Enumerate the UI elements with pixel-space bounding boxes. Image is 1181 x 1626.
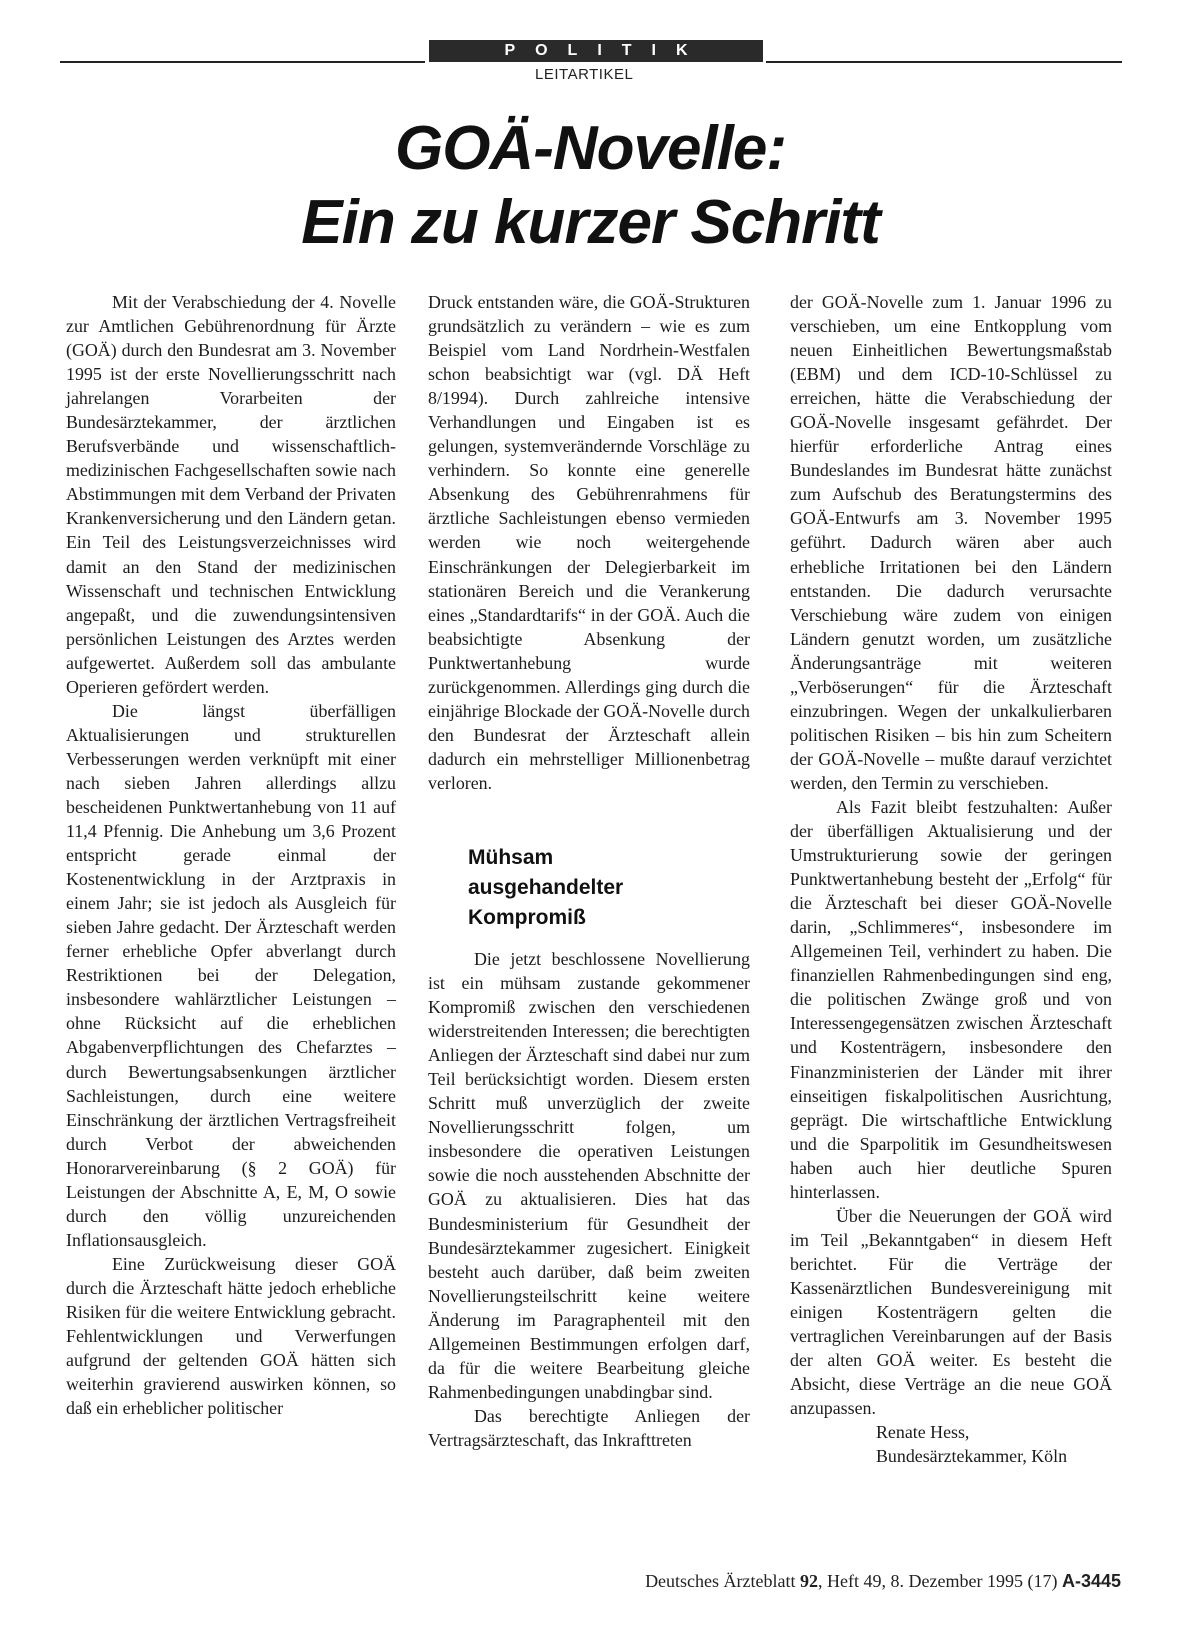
issue-info: , Heft 49, 8. Dezember 1995 (17) (818, 1571, 1058, 1591)
page-footer (573, 1571, 1121, 1592)
subheading-line-3: Kompromiß (468, 905, 586, 929)
subheading (468, 843, 750, 933)
paragraph: Das berechtigte Anliegen der Vertragsärzteschaft, das Inkrafttreten (428, 1405, 750, 1450)
paragraph: Als Fazit bleibt festzuhalten: Außer der überfälligen Aktualisierung und der Umstrukturierung sowie der geringen Punktwertanhebung besteht der „Erfolg“ für die Ärzteschaft bei dieser GOÄ-Novelle darin, „Schlimmeres“, insbesondere im Allgemeinen Teil, verhindert zu haben. Die finanziellen Rahmenbedingungen sind eng, die politischen Zwänge groß und von Interessengegensätzen zwischen Ärzteschaft und Kostenträgern, insbesondere den Finanzministerien der Länder mit ihrer einseitigen fiskalpolitischen Ausrichtung, geprägt. Die wirtschaftliche Entwicklung und die Sparpolitik im Gesundheitswesen haben auch hier deutliche Spuren hinterlassen. (790, 796, 1112, 1202)
headline-line-2: Ein zu kurzer Schritt (301, 188, 880, 257)
author-name: Renate Hess, (876, 1422, 970, 1443)
kicker-label: LEITARTIKEL (535, 66, 634, 83)
page-number: A-3445 (1061, 1571, 1121, 1591)
paragraph: Die jetzt beschlossene Novellierung ist ein mühsam zustande gekommener Kompromiß zwischen den verschiedenen widerstreitenden Interessen; die berechtigten Anliegen der Ärzteschaft sind dabei nur zum Teil berücksichtigt worden. Diesem ersten Schritt muß unverzüglich der zweite Novellierungsschritt folgen, um insbesondere die operativen Leistungen sowie die noch ausstehenden Abschnitte der GOÄ zu aktualisieren. Dies hat das Bundesministerium für Gesundheit der Bundesärztekammer zugesichert. Einigkeit besteht auch darüber, daß beim zweiten Novellierungsteilschritt keine weitere Änderung im Paragraphenteil mit den Allgemeinen Bestimmungen erfolgen darf, da für die weitere Bearbeitung gleiche Rahmenbedingungen unabdingbar sind. (428, 948, 750, 1402)
subheading-line-1: Mühsam (468, 845, 554, 869)
volume-number: 92 (800, 1571, 819, 1591)
headline (0, 112, 1181, 260)
article-column-3 (790, 290, 1112, 1468)
top-rule-left (60, 61, 425, 63)
article-column-1 (66, 290, 396, 1420)
paragraph: Mit der Verabschiedung der 4. Novelle zur Amtlichen Gebührenordnung für Ärzte (GOÄ) durch den Bundesrat am 3. November 1995 ist der erste Novellierungsschritt nach jahrelangen Vorarbeiten der Bundesärztekammer, der ärztlichen Berufsverbände und wissenschaftlich-medizinischen Fachgesellschaften sowie nach Abstimmungen mit dem Verband der Privaten Krankenversicherung und den Ländern getan. Ein Teil des Leistungsverzeichnisses wird damit an den Stand der medizinischen Wissenschaft und technischen Entwicklung angepaßt, und die zuwendungsintensiven persönlichen Leistungen des Arztes werden aufgewertet. Außerdem soll das ambulante Operieren gefördert werden. (66, 292, 396, 697)
article-column-2 (428, 290, 750, 1452)
paragraph: der GOÄ-Novelle zum 1. Januar 1996 zu verschieben, um eine Entkopplung vom neuen Einheitlichen Bewertungsmaßstab (EBM) und dem ICD-10-Schlüssel zu erreichen, hätte die Verabschiedung der GOÄ-Novelle insgesamt gefährdet. Der hierfür erforderliche Antrag eines Bundeslandes im Bundesrat hätte zunächst zum Aufschub des Beratungstermins des GOÄ-Entwurfs am 3. November 1995 geführt. Dadurch wären aber auch erhebliche Irritationen bei den Ländern entstanden. Die dadurch verursachte Verschiebung wäre zudem von einigen Ländern genutzt worden, um zusätzliche Änderungsanträge mit weiteren „Verböserungen“ für die Ärzteschaft einzubringen. Wegen der unkalkulierbaren politischen Risiken – bis hin zum Scheitern der GOÄ-Novelle – mußte darauf verzichtet werden, den Termin zu verschieben. (790, 292, 1112, 793)
paragraph: Über die Neuerungen der GOÄ wird im Teil „Bekanntgaben“ in diesem Heft berichtet. Für die Verträge der Kassenärztlichen Bundesvereinigung mit einigen Kostenträgern gelten die vertraglichen Vereinbarungen auf der Basis der alten GOÄ weiter. Es besteht die Absicht, diese Verträge an die neue GOÄ anzupassen. (790, 1205, 1112, 1419)
author-organization: Bundesärztekammer, Köln (876, 1446, 1068, 1467)
top-rule-right (766, 61, 1122, 63)
journal-name: Deutsches Ärzteblatt (645, 1571, 796, 1591)
section-label: POLITIK (429, 40, 763, 62)
headline-line-1: GOÄ-Novelle: (394, 114, 787, 183)
paragraph: Druck entstanden wäre, die GOÄ-Strukturen grundsätzlich zu verändern – wie es zum Beispiel vom Land Nordrhein-Westfalen schon beabsichtigt war (vgl. DÄ Heft 8/1994). Durch zahlreiche intensive Verhandlungen und Eingaben ist es gelungen, systemverändernde Vorschläge zu verhindern. So konnte eine generelle Absenkung des Gebührenrahmens für ärztliche Sachleistungen ebenso vermieden werden wie noch weitergehende Einschränkungen der Delegierbarkeit im stationären Bereich und die Verankerung eines „Standardtarifs“ in der GOÄ. Auch die beabsichtigte Absenkung der Punktwertanhebung wurde zurückgenommen. Allerdings ging durch die einjährige Blockade der GOÄ-Novelle durch den Bundesrat der Ärzteschaft allein dadurch ein mehrstelliger Millionenbetrag verloren. (428, 292, 750, 793)
subheading-line-2: ausgehandelter (468, 875, 624, 899)
paragraph: Eine Zurückweisung dieser GOÄ durch die Ärzteschaft hätte jedoch erhebliche Risiken für die weitere Entwicklung gebracht. Fehlentwicklungen und Verwerfungen aufgrund der geltenden GOÄ hätten sich weiterhin gravierend auswirken können, so daß ein erheblicher politischer (66, 1253, 396, 1419)
paragraph: Die längst überfälligen Aktualisierungen und strukturellen Verbesserungen werden verknüpft mit einer nach sieben Jahren allerdings allzu bescheidenen Punktwertanhebung von 11 auf 11,4 Pfennig. Die Anhebung um 3,6 Prozent entspricht gerade einmal der Kostenentwicklung in der Arztpraxis in einem Jahr; sie ist jedoch als Ausgleich für sieben Jahre gedacht. Der Ärzteschaft werden ferner erhebliche Opfer abverlangt durch Restriktionen bei der Delegation, insbesondere wahlärztlicher Leistungen – ohne Rücksicht auf die erheblichen Abgabenverpflichtungen des Chefarztes – durch Bewertungsabsenkungen ärztlicher Sachleistungen, durch eine weitere Einschränkung der ärztlichen Vertragsfreiheit durch Verbot der abweichenden Honorarvereinbarung (§ 2 GOÄ) für Leistungen der Abschnitte A, E, M, O sowie durch den völlig unzureichenden Inflationsausgleich. (66, 700, 396, 1250)
